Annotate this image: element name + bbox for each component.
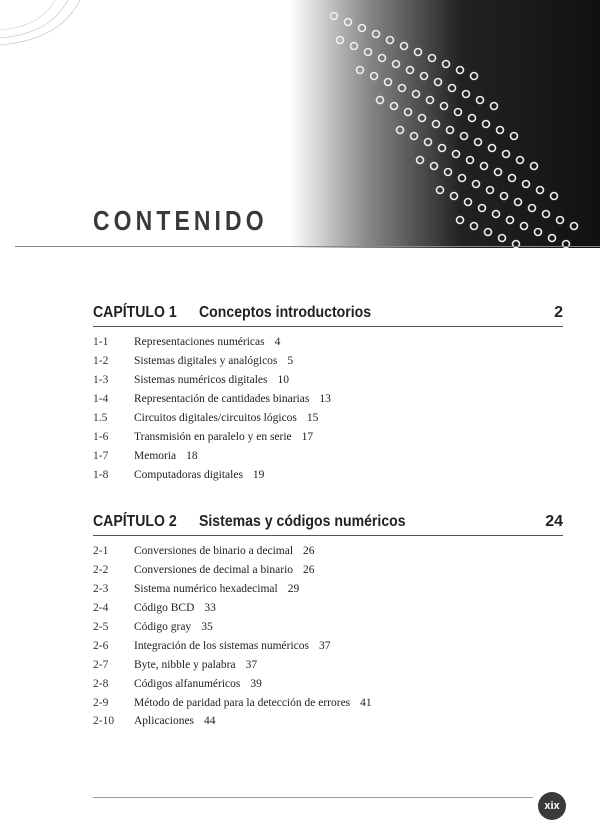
section-number: 1-7 [93, 449, 109, 462]
chapter-page: 2 [554, 304, 563, 321]
section-number: 2-9 [93, 696, 109, 709]
chapter-title: Conceptos introductorios [199, 304, 372, 321]
page-title: CONTENIDO [93, 205, 268, 236]
section-title: Código gray [134, 621, 192, 633]
section-title: Circuitos digitales/circuitos lógicos [134, 412, 297, 424]
chapter-heading [93, 513, 563, 536]
toc-entry [93, 371, 563, 390]
toc-entry [93, 636, 563, 655]
section-page: 17 [301, 430, 314, 443]
decorative-arcs [0, 0, 120, 50]
toc-entry [93, 446, 563, 465]
section-page: 13 [319, 393, 331, 406]
toc-entry [93, 712, 563, 731]
toc-entry [93, 599, 563, 618]
section-page: 29 [287, 583, 300, 596]
section-title: Transmisión en paralelo y en serie [134, 430, 292, 443]
section-number: 1-1 [93, 336, 109, 349]
chapter-title: Sistemas y códigos numéricos [199, 513, 406, 530]
toc-entry [93, 674, 563, 693]
chapter-label: CAPÍTULO 2 [93, 513, 177, 530]
chapter-heading [93, 304, 563, 327]
section-title: Método de paridad para la detección de errores [134, 696, 351, 709]
chapter-label: CAPÍTULO 1 [93, 304, 177, 321]
section-page: 4 [274, 336, 281, 349]
section-title: Sistema numérico hexadecimal [134, 583, 278, 596]
toc-entry [93, 409, 563, 428]
section-page: 26 [303, 545, 315, 558]
toc-entry [93, 427, 563, 446]
toc-entry [93, 693, 563, 712]
toc-entry [93, 390, 563, 409]
section-number: 2-4 [93, 602, 109, 615]
chapter-1 [93, 304, 563, 484]
section-page: 18 [186, 449, 198, 462]
section-title: Conversiones de decimal a binario [134, 564, 294, 577]
section-number: 1-8 [93, 468, 109, 481]
section-page: 33 [204, 602, 216, 615]
toc-entry [93, 618, 563, 637]
toc-entry [93, 542, 563, 561]
toc-entry [93, 580, 563, 599]
section-number: 1.5 [93, 412, 108, 424]
section-number: 2-6 [93, 639, 109, 652]
circuit-board-image [290, 0, 600, 248]
section-title: Memoria [134, 449, 177, 462]
section-page: 15 [306, 412, 319, 424]
section-title: Computadoras digitales [134, 468, 243, 481]
section-number: 1-4 [93, 393, 109, 406]
chapter-page: 24 [545, 513, 563, 530]
section-number: 1-2 [93, 355, 109, 368]
section-number: 1-6 [93, 430, 109, 443]
page-number-badge: xix [538, 792, 566, 820]
section-page: 35 [201, 621, 213, 633]
section-number: 2-10 [93, 715, 115, 728]
section-title: Representación de cantidades binarias [134, 393, 310, 406]
section-page: 39 [250, 677, 262, 690]
title-divider [15, 246, 600, 247]
toc-entry [93, 465, 563, 484]
section-title: Representaciones numéricas [134, 336, 265, 349]
toc-entry [93, 352, 563, 371]
section-page: 41 [360, 696, 372, 709]
section-page: 5 [287, 355, 294, 368]
section-title: Integración de los sistemas numéricos [134, 639, 310, 652]
section-page: 44 [204, 715, 216, 728]
chapter-2 [93, 513, 563, 731]
section-title: Sistemas numéricos digitales [134, 374, 268, 387]
section-title: Byte, nibble y palabra [134, 658, 236, 671]
section-title: Códigos alfanuméricos [134, 677, 241, 690]
section-number: 2-7 [93, 658, 109, 671]
section-title: Sistemas digitales y analógicos [134, 355, 278, 368]
section-title: Conversiones de binario a decimal [134, 545, 294, 558]
section-page: 10 [277, 374, 290, 387]
toc-entry [93, 655, 563, 674]
section-number: 2-3 [93, 583, 109, 596]
footer-divider [93, 797, 533, 798]
section-number: 2-5 [93, 621, 109, 633]
section-number: 2-1 [93, 545, 109, 558]
section-page: 37 [245, 658, 258, 671]
toc-entry [93, 561, 563, 580]
section-number: 2-8 [93, 677, 109, 690]
section-page: 19 [252, 468, 265, 481]
toc-entry [93, 333, 563, 352]
section-title: Aplicaciones [134, 715, 195, 728]
section-title: Código BCD [134, 602, 195, 615]
section-page: 37 [319, 639, 331, 652]
section-page: 26 [303, 564, 315, 577]
section-number: 2-2 [93, 564, 109, 577]
section-number: 1-3 [93, 374, 109, 387]
